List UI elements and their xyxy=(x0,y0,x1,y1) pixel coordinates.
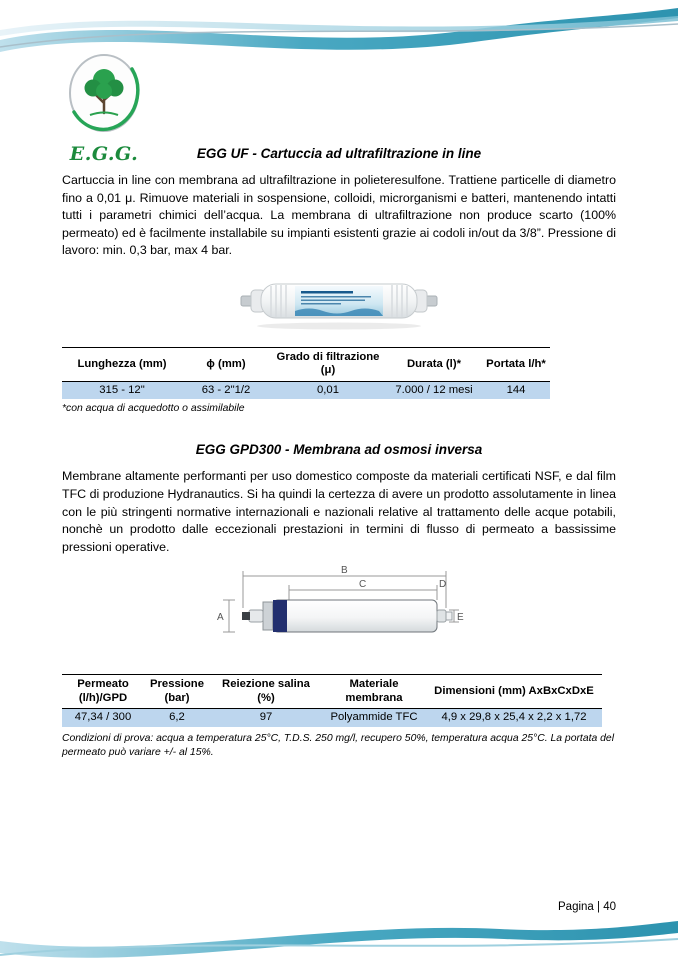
uf-header-lunghezza: Lunghezza (mm) xyxy=(62,348,182,382)
uf-cell-diametro: 63 - 2"1/2 xyxy=(182,381,270,399)
page-number: Pagina | 40 xyxy=(558,901,616,913)
uf-cell-portata: 144 xyxy=(482,381,550,399)
membrane-cell-permeato: 47,34 / 300 xyxy=(62,709,144,727)
footer-wave-decoration xyxy=(0,913,678,959)
membrane-cell-reiezione: 97 xyxy=(210,709,322,727)
uf-header-grado-filtrazione: Grado di filtrazione (μ) xyxy=(270,348,386,382)
uf-header-portata: Portata l/h* xyxy=(482,348,550,382)
membrane-diagram xyxy=(213,564,465,658)
page-content xyxy=(62,146,616,760)
membrane-header-dimensioni: Dimensioni (mm) AxBxCxDxE xyxy=(426,675,602,709)
logo-text: E.G.G. xyxy=(69,143,139,165)
membrane-header-pressione: Pressione (bar) xyxy=(144,675,210,709)
membrane-cell-dimensioni: 4,9 x 29,8 x 25,4 x 2,2 x 1,72 xyxy=(426,709,602,727)
membrane-header-permeato: Permeato (l/h)/GPD xyxy=(62,675,144,709)
section1-title: EGG UF - Cartuccia ad ultrafiltrazione in line xyxy=(196,146,482,161)
dim-label-e: E xyxy=(457,612,464,624)
uf-cartridge-figure xyxy=(62,273,616,336)
uf-table-data-row xyxy=(62,381,550,399)
membrane-cell-pressione: 6,2 xyxy=(144,709,210,727)
uf-cartridge-image xyxy=(239,273,439,331)
egg-tree-logo-icon xyxy=(62,50,146,136)
membrane-table-data-row xyxy=(62,709,602,727)
dim-label-c: C xyxy=(359,579,367,591)
uf-cell-durata: 7.000 / 12 mesi xyxy=(386,381,482,399)
section2-paragraph: Membrane altamente performanti per uso domestico composte da materiali certificati NSF, e dal film TFC di produzione Hydranautics. Si ha quindi la certezza di avere un prodotto assolutamente in linea con le più stringenti normative internazionali e nazionali relative al trattamento delle acque potabili, nonchè un prodotto dalle eccezionali prestazioni in termini di flusso di permeato a bassissime pressioni operative. xyxy=(62,469,616,554)
membrane-cell-materiale: Polyammide TFC xyxy=(322,709,426,727)
uf-cell-lunghezza: 315 - 12" xyxy=(62,381,182,399)
dim-label-a: A xyxy=(217,612,224,624)
dim-label-b: B xyxy=(341,565,348,577)
membrane-header-reiezione: Reiezione salina (%) xyxy=(210,675,322,709)
section2-title: EGG GPD300 - Membrana ad osmosi inversa xyxy=(195,442,483,458)
uf-table-header-row xyxy=(62,348,550,382)
membrane-header-materiale: Materiale membrana xyxy=(322,675,426,709)
membrane-figure xyxy=(62,564,616,663)
uf-header-durata: Durata (l)* xyxy=(386,348,482,382)
membrane-table-header-row xyxy=(62,675,602,709)
uf-header-diametro: ϕ (mm) xyxy=(182,348,270,382)
uf-cell-grado-filtrazione: 0,01 xyxy=(270,381,386,399)
dim-label-d: D xyxy=(439,579,447,591)
membrane-table-footnote: Condizioni di prova: acqua a temperatura 25°C, T.D.S. 250 mg/l, recupero 50%, temperatura acqua 25°C. La portata del permeato può variare +/- al 15%. xyxy=(62,732,615,758)
section1-paragraph: Cartuccia in line con membrana ad ultrafiltrazione in polieteresulfone. Trattiene particelle di diametro fino a 0,01 μ. Rimuove materiali in sospensione, colloidi, microrganismi e batteri, mantenendo intatti tutti i parametri chimici dell’acqua. La membrana di ultrafiltrazione non produce scarto (100% permeato) ed è facilmente installabile su impianti esistenti grazie ai codoli in/out da 3/8”. Pressione di lavoro: min. 0,3 bar, max 4 bar. xyxy=(62,173,616,258)
membrane-spec-table xyxy=(62,674,602,726)
uf-spec-table xyxy=(62,347,550,399)
uf-table-footnote: *con acqua di acquedotto o assimilabile xyxy=(62,403,245,415)
